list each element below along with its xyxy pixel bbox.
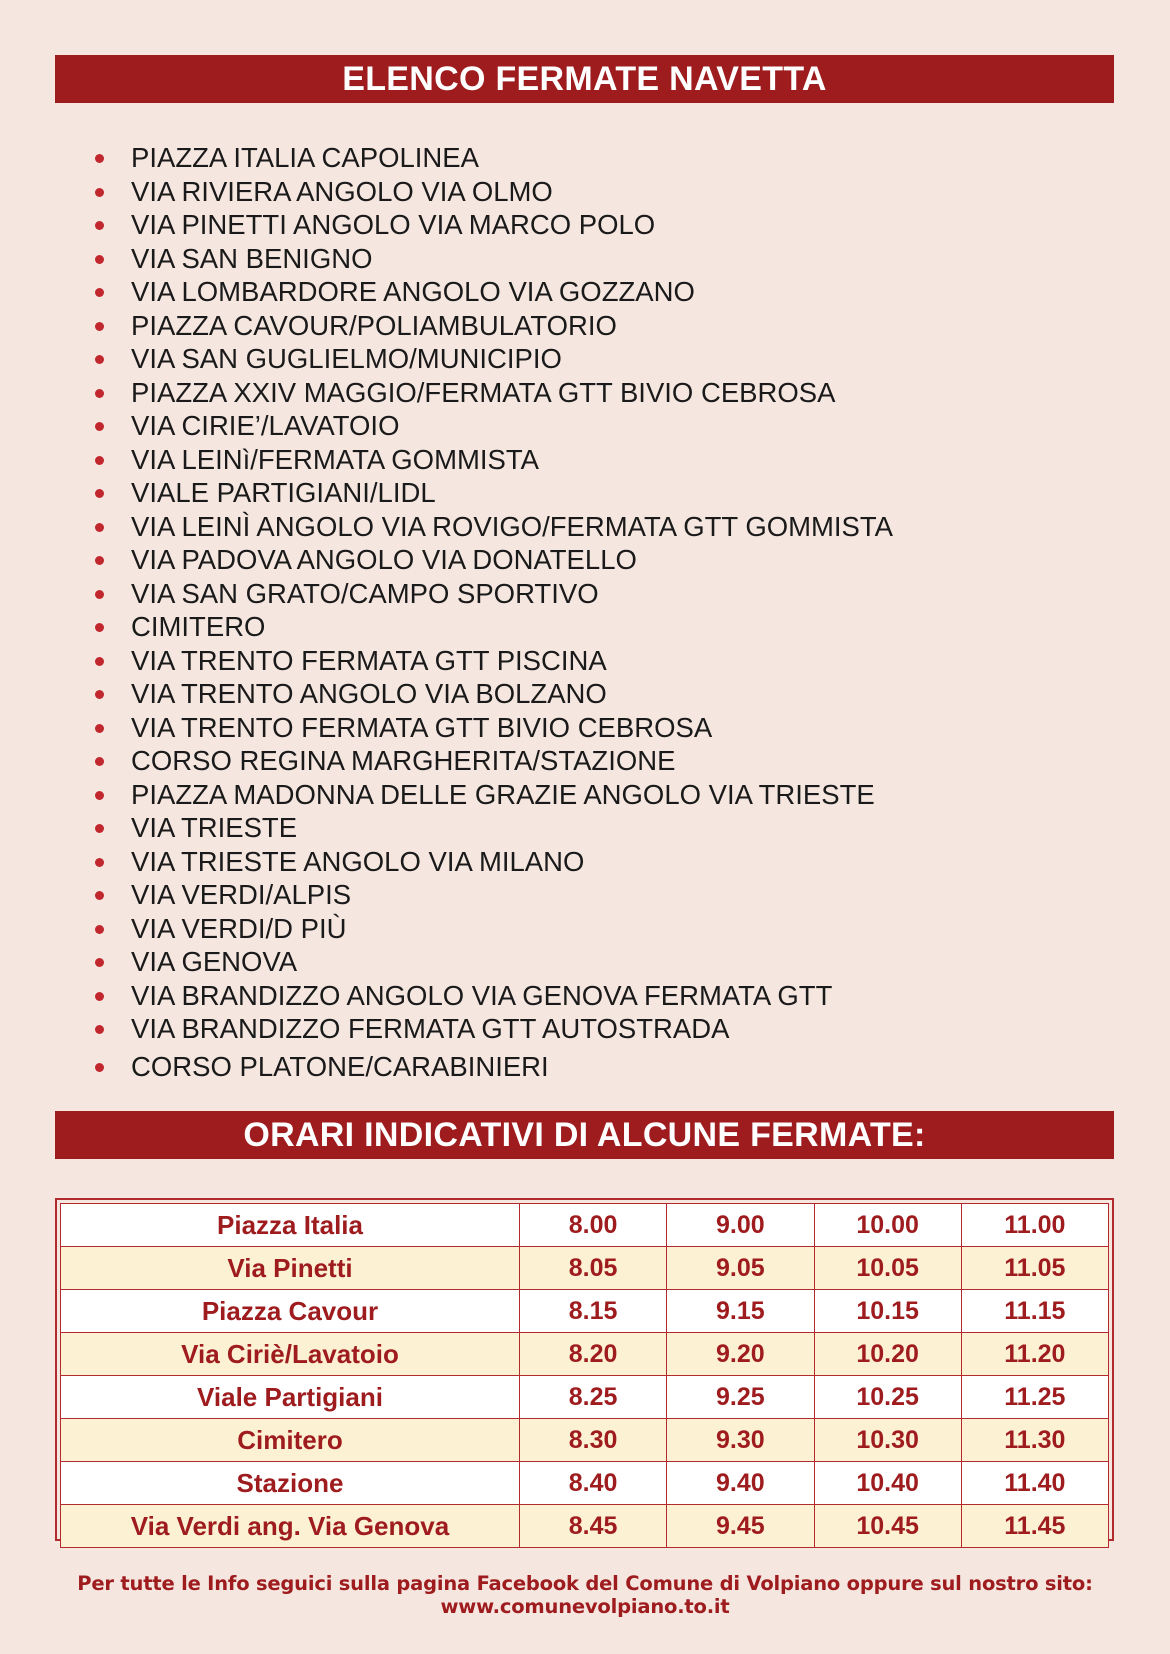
stop-name: VIA TRENTO FERMATA GTT BIVIO CEBROSA — [131, 711, 713, 743]
timetable-section-title: ORARI INDICATIVI DI ALCUNE FERMATE: — [55, 1111, 1114, 1159]
bullet-icon — [95, 791, 104, 800]
stop-list — [92, 141, 1092, 1083]
timetable-time: 9.20 — [667, 1333, 814, 1376]
stop-list-item — [92, 175, 1092, 209]
stop-list-item — [92, 275, 1092, 309]
bullet-icon — [95, 891, 104, 900]
timetable-time: 8.25 — [520, 1376, 667, 1419]
bullet-icon — [95, 355, 104, 364]
timetable-stop-name: Piazza Italia — [61, 1204, 520, 1247]
timetable-row — [61, 1204, 1109, 1247]
timetable-row — [61, 1462, 1109, 1505]
stop-list-item — [92, 744, 1092, 778]
stop-list-item — [92, 443, 1092, 477]
bullet-icon — [95, 489, 104, 498]
stop-name: VIA PADOVA ANGOLO VIA DONATELLO — [131, 544, 637, 575]
timetable-time: 8.00 — [520, 1204, 667, 1247]
bullet-icon — [95, 590, 104, 599]
stop-list-item — [92, 376, 1092, 410]
timetable-stop-name: Viale Partigiani — [61, 1376, 520, 1419]
timetable-time: 11.05 — [961, 1247, 1108, 1290]
timetable-time: 8.20 — [520, 1333, 667, 1376]
stop-list-item — [92, 811, 1092, 845]
stop-list-item — [92, 409, 1092, 443]
timetable-row — [61, 1419, 1109, 1462]
bullet-icon — [95, 958, 104, 967]
bullet-icon — [95, 858, 104, 867]
bullet-icon — [95, 422, 104, 431]
timetable-stop-name: Cimitero — [61, 1419, 520, 1462]
timetable-stop-name: Stazione — [61, 1462, 520, 1505]
stop-list-item — [92, 309, 1092, 343]
timetable-time: 10.15 — [814, 1290, 961, 1333]
stop-name: VIA CIRIE’/LAVATOIO — [131, 410, 400, 441]
stop-name: VIA GENOVA — [131, 946, 298, 977]
stop-list-item — [92, 242, 1092, 276]
timetable-time: 9.00 — [667, 1204, 814, 1247]
stop-list-item — [92, 476, 1092, 510]
bullet-icon — [95, 556, 104, 565]
bullet-icon — [95, 255, 104, 264]
timetable-time: 10.40 — [814, 1462, 961, 1505]
timetable-time: 10.05 — [814, 1247, 961, 1290]
timetable-time: 8.15 — [520, 1290, 667, 1333]
stop-name: VIA PINETTI ANGOLO VIA MARCO POLO — [131, 209, 656, 240]
bullet-icon — [95, 925, 104, 934]
timetable-time: 8.30 — [520, 1419, 667, 1462]
timetable-row — [61, 1290, 1109, 1333]
stop-name: CORSO PLATONE/CARABINIERI — [131, 1050, 549, 1082]
stop-list-item — [92, 778, 1092, 812]
timetable-time: 11.15 — [961, 1290, 1108, 1333]
stop-name: VIA BRANDIZZO FERMATA GTT AUTOSTRADA — [131, 1013, 730, 1044]
timetable-time: 8.05 — [520, 1247, 667, 1290]
stop-list-item — [92, 543, 1092, 577]
timetable-time: 9.30 — [667, 1419, 814, 1462]
stop-name: VIA LOMBARDORE ANGOLO VIA GOZZANO — [131, 276, 695, 307]
timetable — [60, 1203, 1109, 1548]
timetable-time: 10.00 — [814, 1204, 961, 1247]
stop-name: VIA TRENTO FERMATA GTT PISCINA — [131, 644, 607, 676]
bullet-icon — [95, 456, 104, 465]
timetable-frame — [55, 1198, 1114, 1541]
stop-list-item — [92, 610, 1092, 644]
stop-name: VIA TRIESTE — [131, 812, 298, 843]
bullet-icon — [95, 724, 104, 733]
stop-name: PIAZZA MADONNA DELLE GRAZIE ANGOLO VIA TRIESTE — [131, 778, 875, 810]
timetable-time: 9.45 — [667, 1505, 814, 1548]
bullet-icon — [95, 322, 104, 331]
footer-info: Per tutte le Info seguici sulla pagina Facebook del Comune di Volpiano oppure sul nostro sito: www.comunevolpiano.to.it — [77, 1572, 1093, 1618]
bullet-icon — [95, 657, 104, 666]
stop-list-item — [92, 342, 1092, 376]
timetable-time: 11.40 — [961, 1462, 1108, 1505]
bullet-icon — [95, 389, 104, 398]
bullet-icon — [95, 188, 104, 197]
stop-name: VIALE PARTIGIANI/LIDL — [131, 477, 436, 508]
timetable-time: 9.15 — [667, 1290, 814, 1333]
stop-name: VIA SAN GUGLIELMO/MUNICIPIO — [131, 343, 562, 374]
timetable-row — [61, 1247, 1109, 1290]
timetable-time: 8.40 — [520, 1462, 667, 1505]
stop-list-item — [92, 208, 1092, 242]
bullet-icon — [95, 824, 104, 833]
timetable-time: 9.25 — [667, 1376, 814, 1419]
stop-name: VIA TRENTO ANGOLO VIA BOLZANO — [131, 678, 607, 709]
timetable-row — [61, 1333, 1109, 1376]
bullet-icon — [95, 757, 104, 766]
bullet-icon — [95, 221, 104, 230]
timetable-stop-name: Via Verdi ang. Via Genova — [61, 1505, 520, 1548]
timetable-row — [61, 1505, 1109, 1548]
timetable-time: 10.45 — [814, 1505, 961, 1548]
stop-list-item — [92, 711, 1092, 745]
stop-list-item — [92, 979, 1092, 1013]
timetable-row — [61, 1376, 1109, 1419]
timetable-time: 11.00 — [961, 1204, 1108, 1247]
timetable-stop-name: Piazza Cavour — [61, 1290, 520, 1333]
stops-section-title: ELENCO FERMATE NAVETTA — [55, 55, 1114, 103]
stop-name: CORSO REGINA MARGHERITA/STAZIONE — [131, 745, 676, 776]
stop-list-item — [92, 1012, 1092, 1046]
timetable-stop-name: Via Pinetti — [61, 1247, 520, 1290]
timetable-stop-name: Via Ciriè/Lavatoio — [61, 1333, 520, 1376]
timetable-time: 10.25 — [814, 1376, 961, 1419]
stop-list-item — [92, 878, 1092, 912]
stop-list-item — [92, 912, 1092, 946]
timetable-time: 10.20 — [814, 1333, 961, 1376]
stop-list-item — [92, 677, 1092, 711]
bullet-icon — [95, 288, 104, 297]
stop-name: CIMITERO — [131, 611, 266, 642]
stop-list-item — [92, 141, 1092, 175]
timetable-time: 11.45 — [961, 1505, 1108, 1548]
stop-name: VIA RIVIERA ANGOLO VIA OLMO — [131, 175, 553, 207]
bullet-icon — [95, 154, 104, 163]
stop-name: VIA SAN GRATO/CAMPO SPORTIVO — [131, 577, 599, 609]
stop-name: VIA SAN BENIGNO — [131, 242, 373, 274]
timetable-time: 10.30 — [814, 1419, 961, 1462]
stop-name: PIAZZA ITALIA CAPOLINEA — [131, 142, 479, 173]
stop-name: VIA VERDI/ALPIS — [131, 879, 352, 910]
timetable-time: 9.05 — [667, 1247, 814, 1290]
bullet-icon — [95, 523, 104, 532]
bullet-icon — [95, 690, 104, 699]
stop-list-item — [92, 1050, 1092, 1084]
timetable-time: 11.30 — [961, 1419, 1108, 1462]
bullet-icon — [95, 1063, 104, 1072]
timetable-time: 8.45 — [520, 1505, 667, 1548]
stop-name: VIA BRANDIZZO ANGOLO VIA GENOVA FERMATA GTT — [131, 979, 833, 1011]
stop-name: VIA VERDI/D PIÙ — [131, 912, 347, 944]
timetable-time: 9.40 — [667, 1462, 814, 1505]
timetable-time: 11.25 — [961, 1376, 1108, 1419]
stop-name: VIA LEINì/FERMATA GOMMISTA — [131, 443, 539, 475]
stop-list-item — [92, 510, 1092, 544]
stop-name: PIAZZA XXIV MAGGIO/FERMATA GTT BIVIO CEBROSA — [131, 376, 836, 408]
stop-list-item — [92, 644, 1092, 678]
stop-list-item — [92, 577, 1092, 611]
timetable-time: 11.20 — [961, 1333, 1108, 1376]
stop-name: PIAZZA CAVOUR/POLIAMBULATORIO — [131, 309, 617, 341]
stop-list-item — [92, 845, 1092, 879]
bullet-icon — [95, 1025, 104, 1034]
stop-name: VIA LEINÌ ANGOLO VIA ROVIGO/FERMATA GTT GOMMISTA — [131, 510, 893, 542]
bullet-icon — [95, 623, 104, 632]
stop-name: VIA TRIESTE ANGOLO VIA MILANO — [131, 845, 585, 877]
stop-list-item — [92, 945, 1092, 979]
bullet-icon — [95, 992, 104, 1001]
